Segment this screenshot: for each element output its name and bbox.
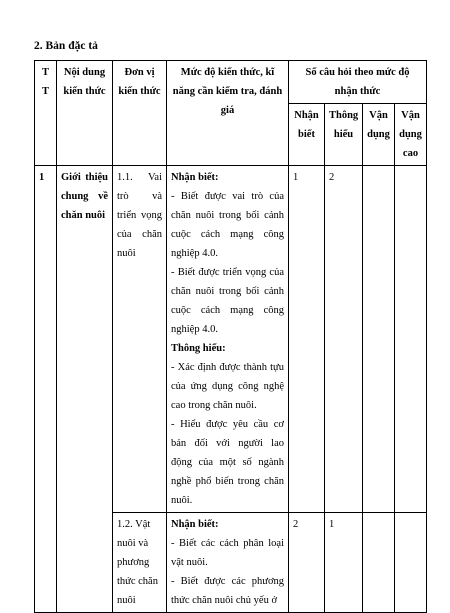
header-van-dung: Vận dụng — [363, 104, 395, 166]
count-nhan-biet: 2 — [289, 513, 325, 613]
level-title-nhan-biet: Nhận biết: — [171, 519, 219, 530]
count-van-dung-cao — [395, 513, 427, 613]
header-noi-dung: Nội dung kiến thức — [57, 61, 113, 166]
level-item: - Biết các cách phân loại vật nuôi. — [171, 538, 284, 568]
count-thong-hieu: 2 — [325, 166, 363, 513]
count-van-dung — [363, 513, 395, 613]
level-item: - Biết được các phương thức chăn nuôi chủ yếu ở — [171, 576, 284, 606]
header-muc-do: Mức độ kiến thức, kĩ năng cần kiểm tra, đánh giá — [167, 61, 289, 166]
count-thong-hieu: 1 — [325, 513, 363, 613]
row-noi-dung: Giới thiệu chung về chăn nuôi — [57, 166, 113, 613]
row-don-vi: 1.2. Vật nuôi và phương thức chăn nuôi — [113, 513, 167, 613]
specification-table — [34, 60, 427, 613]
count-nhan-biet: 1 — [289, 166, 325, 513]
level-item: - Hiểu được yêu cầu cơ bản đối với người lao động của một số ngành nghề phổ biến trong chăn nuôi. — [171, 419, 284, 506]
header-don-vi: Đơn vị kiến thức — [113, 61, 167, 166]
level-item: - Xác định được thành tựu của ứng dụng công nghệ cao trong chăn nuôi. — [171, 362, 284, 411]
level-title-nhan-biet: Nhận biết: — [171, 172, 219, 183]
header-van-dung-cao: Vận dụng cao — [395, 104, 427, 166]
table-row — [35, 166, 427, 513]
header-row — [35, 61, 427, 104]
header-thong-hieu: Thông hiểu — [325, 104, 363, 166]
row-muc-do — [167, 513, 289, 613]
header-so-cau: Số câu hỏi theo mức độ nhận thức — [289, 61, 427, 104]
level-title-thong-hieu: Thông hiểu: — [171, 343, 226, 354]
count-van-dung — [363, 166, 395, 513]
header-tt: T T — [35, 61, 57, 166]
level-item: - Biết được vai trò của chăn nuôi trong bối cảnh cuộc cách mạng công nghiệp 4.0. — [171, 191, 284, 259]
row-don-vi: 1.1. Vai trò và triển vọng của chăn nuôi — [113, 166, 167, 513]
count-van-dung-cao — [395, 166, 427, 513]
header-nhan-biet: Nhận biết — [289, 104, 325, 166]
level-item: - Biết được triển vọng của chăn nuôi trong bối cảnh cuộc cách mạng công nghiệp 4.0. — [171, 267, 284, 335]
section-title: 2. Bản đặc tả — [34, 40, 98, 52]
row-tt: 1 — [35, 166, 57, 613]
row-muc-do — [167, 166, 289, 513]
